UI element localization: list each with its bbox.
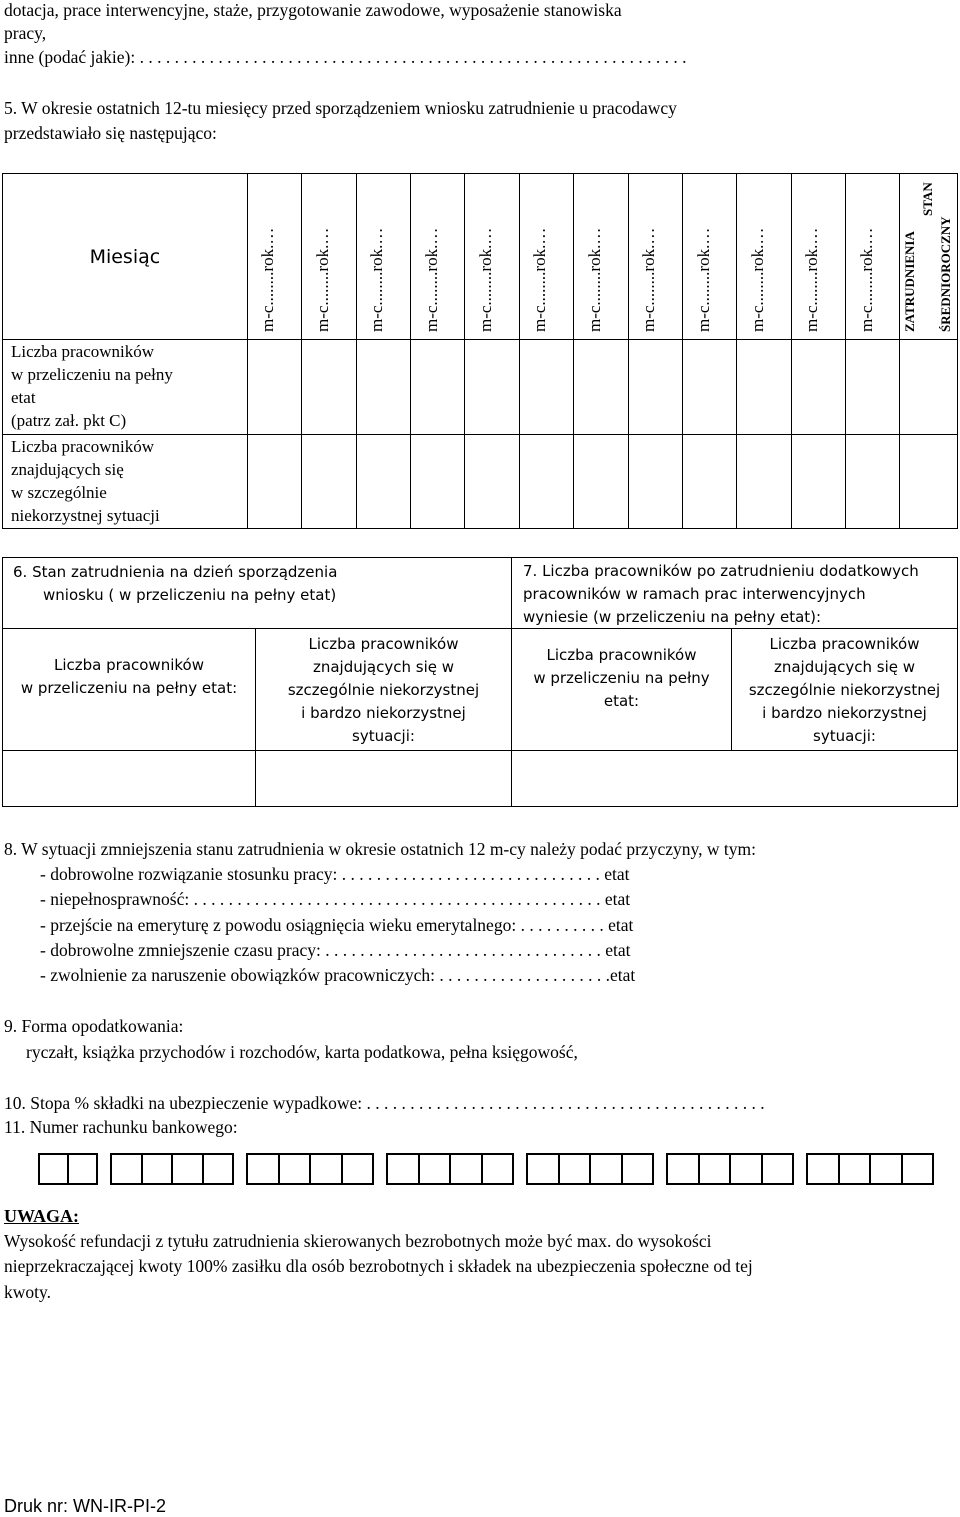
section-6-title-line1: 6. Stan zatrudnienia na dzień sporządzenia [13,563,338,581]
month-col-7[interactable]: m-c........rok.… [574,174,628,340]
note-title: UWAGA: [4,1206,79,1226]
section-7-title-line1: 7. Liczba pracowników po zatrudnieniu dodatkowych [523,562,919,580]
cell[interactable] [302,340,356,435]
cell[interactable] [682,435,736,529]
form-number: Druk nr: WN-IR-PI-2 [4,1496,166,1516]
account-group-3[interactable] [246,1153,374,1185]
support-options-line1: dotacja, prace interwencyjne, staże, przygotowanie zawodowe, wyposażenie stanowiska [4,0,622,20]
month-col-6[interactable]: m-c........rok.… [519,174,573,340]
reason-retirement: - przejście na emeryturę z powodu osiągnięcia wieku emerytalnego: . . . . . . . . . . etat [40,915,634,935]
average-col-header [900,174,958,340]
reason-voluntary-termination: - dobrowolne rozwiązanie stosunku pracy: . . . . . . . . . . . . . . . . . . . . . . . . . . . . . . etat [40,864,630,884]
cell[interactable] [356,435,410,529]
month-col-2[interactable]: m-c........rok.… [302,174,356,340]
cell[interactable] [737,340,791,435]
month-col-4[interactable]: m-c........rok.… [410,174,464,340]
month-col-3[interactable]: m-c........rok.… [356,174,410,340]
tax-form-options[interactable]: ryczałt, książka przychodów i rozchodów, karta podatkowa, pełna księgowość, [26,1042,578,1062]
cell[interactable] [628,340,682,435]
cell[interactable] [628,435,682,529]
cell[interactable] [410,435,464,529]
sections-6-7-box [2,557,958,807]
section-6-disadvantaged-label: Liczba pracowników znajdujących się w szczególnie niekorzystnej i bardzo niekorzystnej sytuacji: [287,635,480,745]
cell[interactable] [410,340,464,435]
note-line1: Wysokość refundacji z tytułu zatrudnienia skierowanych bezrobotnych może być max. do wysokości [4,1231,712,1251]
cell[interactable] [846,340,900,435]
average-header-line1: ŚREDNIOROCZNY [937,215,953,332]
section-6-title-line2: wniosku ( w przeliczeniu na pełny etat) [43,586,337,604]
month-header: Miesiąc [3,174,248,340]
month-col-11[interactable]: m-c........rok.… [791,174,845,340]
section-5-title-line1: 5. W okresie ostatnich 12-tu miesięcy przed sporządzeniem wniosku zatrudnienie u pracodawcy [4,98,677,118]
cell[interactable] [247,340,301,435]
cell[interactable] [682,340,736,435]
note-line2: nieprzekraczającej kwoty 100% zasiłku dla osób bezrobotnych i składek na ubezpieczenia społeczne od tej [4,1256,753,1276]
average-header-line2: STAN [919,181,935,216]
cell[interactable] [519,340,573,435]
section-7-fte-label: Liczba pracowników w przeliczeniu na pełny etat: [533,646,710,710]
month-col-8[interactable]: m-c........rok.… [628,174,682,340]
cell[interactable] [519,435,573,529]
reason-reduced-hours: - dobrowolne zmniejszenie czasu pracy: . . . . . . . . . . . . . . . . . . . . . . . . . . . . . . . . etat [40,940,631,960]
month-col-5[interactable]: m-c........rok.… [465,174,519,340]
cell[interactable] [465,340,519,435]
section-6-fte-label: Liczba pracowników w przeliczeniu na pełny etat: [20,656,238,697]
month-col-12[interactable]: m-c........rok.… [846,174,900,340]
cell[interactable] [737,435,791,529]
section-6-value-field[interactable] [3,751,255,806]
cell[interactable] [465,435,519,529]
section-9-title: 9. Forma opodatkowania: [4,1016,184,1036]
cell[interactable] [846,435,900,529]
row-fte-label: Liczba pracowników w przeliczeniu na pełny etat (patrz zał. pkt C) [3,340,248,435]
section-11-title: 11. Numer rachunku bankowego: [4,1117,238,1137]
reason-disciplinary-dismissal: - zwolnienie za naruszenie obowiązków pracowniczych: . . . . . . . . . . . . . . . . . . . .etat [40,965,636,985]
cell[interactable] [302,435,356,529]
cell[interactable] [574,435,628,529]
section-7-title-line3: wyniesie (w przeliczeniu na pełny etat): [523,608,822,626]
reason-disability: - niepełnosprawność: . . . . . . . . . . . . . . . . . . . . . . . . . . . . . . . . . . . . . . . . . . . . . . . etat [40,889,631,909]
note-line3: kwoty. [4,1282,51,1302]
section-10-accident-rate: 10. Stopa % składki na ubezpieczenie wypadkowe: . . . . . . . . . . . . . . . . . . . . . . . . . . . . . . . . . . . . . . . . . . . . . . [4,1093,765,1113]
cell[interactable] [900,340,958,435]
cell[interactable] [356,340,410,435]
account-group-1[interactable] [38,1153,98,1185]
account-group-2[interactable] [110,1153,234,1185]
employment-table [2,173,958,529]
account-group-4[interactable] [386,1153,514,1185]
support-options-line2: pracy, [4,23,47,43]
cell[interactable] [247,435,301,529]
month-col-10[interactable]: m-c........rok.… [737,174,791,340]
cell[interactable] [574,340,628,435]
average-header-line3: ZATRUDNIENIA [901,230,917,332]
month-col-9[interactable]: m-c........rok.… [682,174,736,340]
row-disadvantaged-label: Liczba pracowników znajdujących się w szczególnie niekorzystnej sytuacji [3,435,248,529]
support-options-other: inne (podać jakie): . . . . . . . . . . . . . . . . . . . . . . . . . . . . . . . . . . . . . . . . . . . . . . . . . . . . . . . . . . . . . . . [4,47,687,67]
section-8-title: 8. W sytuacji zmniejszenia stanu zatrudnienia w okresie ostatnich 12 m-cy należy podać przyczyny, w tym: [4,839,756,859]
section-7-disadvantaged-label: Liczba pracowników znajdujących się w szczególnie niekorzystnej i bardzo niekorzystnej sytuacji: [748,635,941,745]
cell[interactable] [791,340,845,435]
section-7-title-line2: pracowników w ramach prac interwencyjnych [523,585,866,603]
section-6-7-value-field[interactable] [256,751,957,806]
account-group-7[interactable] [806,1153,934,1185]
account-group-5[interactable] [526,1153,654,1185]
account-group-6[interactable] [666,1153,794,1185]
section-5-title-line2: przedstawiało się następująco: [4,123,217,143]
cell[interactable] [791,435,845,529]
month-col-1[interactable]: m-c........rok.… [247,174,301,340]
cell[interactable] [900,435,958,529]
